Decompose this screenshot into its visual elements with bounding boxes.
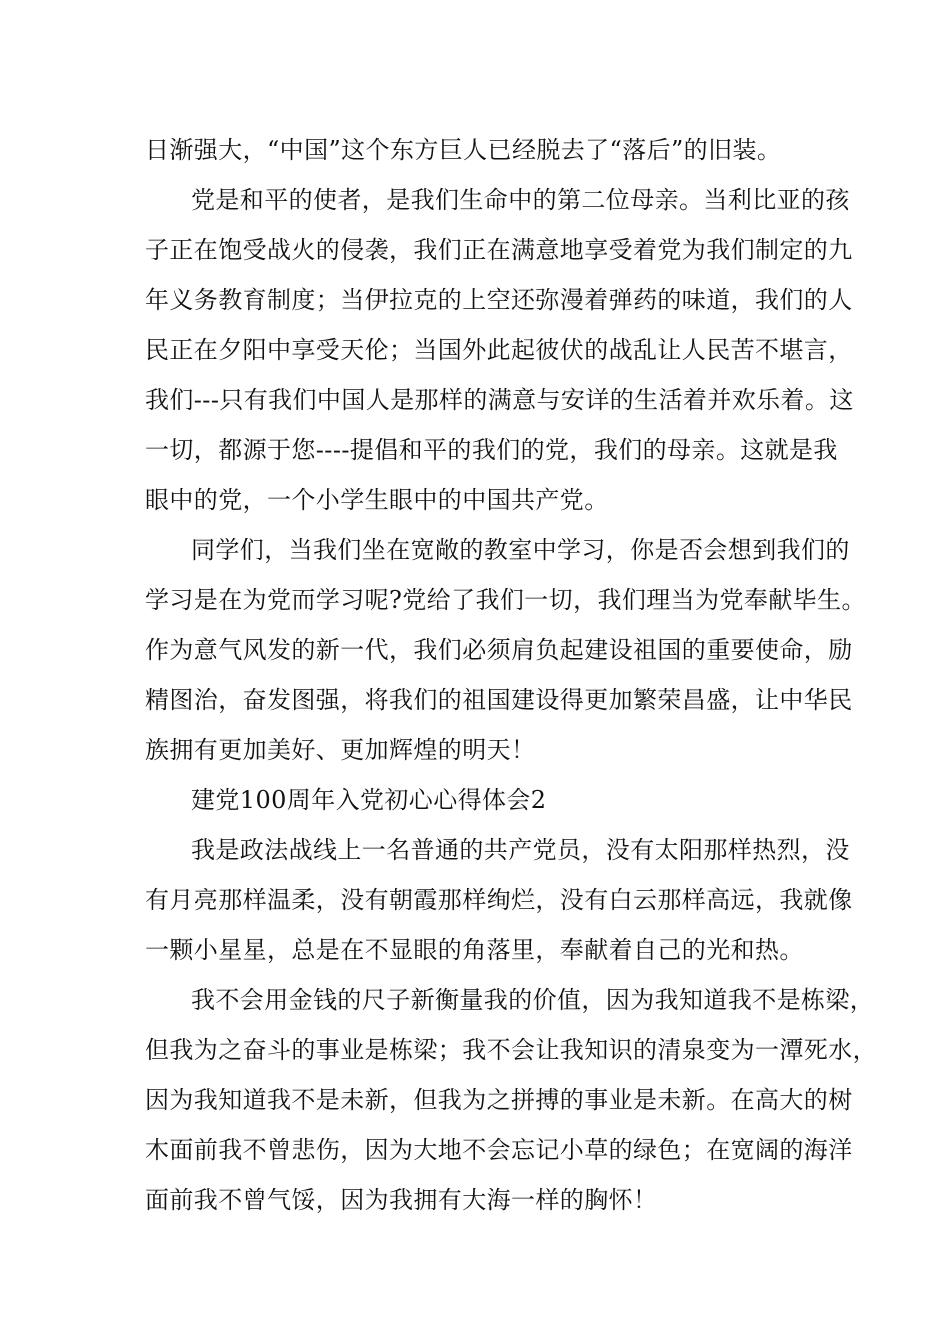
text-line: 一切，都源于您----提倡和平的我们的党，我们的母亲。这就是我 bbox=[145, 436, 838, 464]
text-line: 学习是在为党而学习呢?党给了我们一切，我们理当为党奉献毕生。 bbox=[145, 586, 866, 614]
text-line: 族拥有更加美好、更加辉煌的明天！ bbox=[145, 736, 536, 764]
text-line: 因为我知道我不是未新，但我为之拼搏的事业是未新。在高大的树 bbox=[145, 1086, 853, 1114]
text-line: 眼中的党，一个小学生眼中的中国共产党。 bbox=[145, 486, 609, 514]
text-line: 我们---只有我们中国人是那样的满意与安详的生活着并欢乐着。这 bbox=[145, 386, 854, 414]
text-line: 面前我不曾气馁，因为我拥有大海一样的胸怀！ bbox=[145, 1186, 658, 1214]
text-line: 木面前我不曾悲伤，因为大地不会忘记小草的绿色；在宽阔的海洋 bbox=[145, 1136, 853, 1164]
text-line: 精图治，奋发图强，将我们的祖国建设得更加繁荣昌盛，让中华民 bbox=[145, 686, 853, 714]
text-line: 作为意气风发的新一代，我们必须肩负起建设祖国的重要使命，励 bbox=[145, 636, 853, 664]
text-line: 民正在夕阳中享受天伦；当国外此起彼伏的战乱让人民苦不堪言， bbox=[145, 336, 853, 364]
text-line: 但我为之奋斗的事业是栋梁；我不会让我知识的清泉变为一潭死水， bbox=[145, 1036, 877, 1064]
paragraph-first-line: 我不会用金钱的尺子新衡量我的价值，因为我知道我不是栋梁， bbox=[191, 986, 875, 1014]
text-line: 日渐强大，“中国”这个东方巨人已经脱去了“落后”的旧装。 bbox=[145, 136, 782, 164]
paragraph-first-line: 党是和平的使者，是我们生命中的第二位母亲。当利比亚的孩 bbox=[191, 186, 850, 214]
text-line: 有月亮那样温柔，没有朝霞那样绚烂，没有白云那样高远，我就像 bbox=[145, 886, 853, 914]
paragraph-first-line: 我是政法战线上一名普通的共产党员，没有太阳那样热烈，没 bbox=[191, 836, 850, 864]
paragraph-first-line: 同学们，当我们坐在宽敞的教室中学习，你是否会想到我们的 bbox=[191, 536, 850, 564]
text-line: 年义务教育制度；当伊拉克的上空还弥漫着弹药的味道，我们的人 bbox=[145, 286, 853, 314]
text-line: 子正在饱受战火的侵袭，我们正在满意地享受着党为我们制定的九 bbox=[145, 236, 853, 264]
section-heading: 建党100周年入党初心心得体会2 bbox=[191, 786, 547, 814]
text-line: 一颗小星星，总是在不显眼的角落里，奉献着自己的光和热。 bbox=[145, 936, 804, 964]
